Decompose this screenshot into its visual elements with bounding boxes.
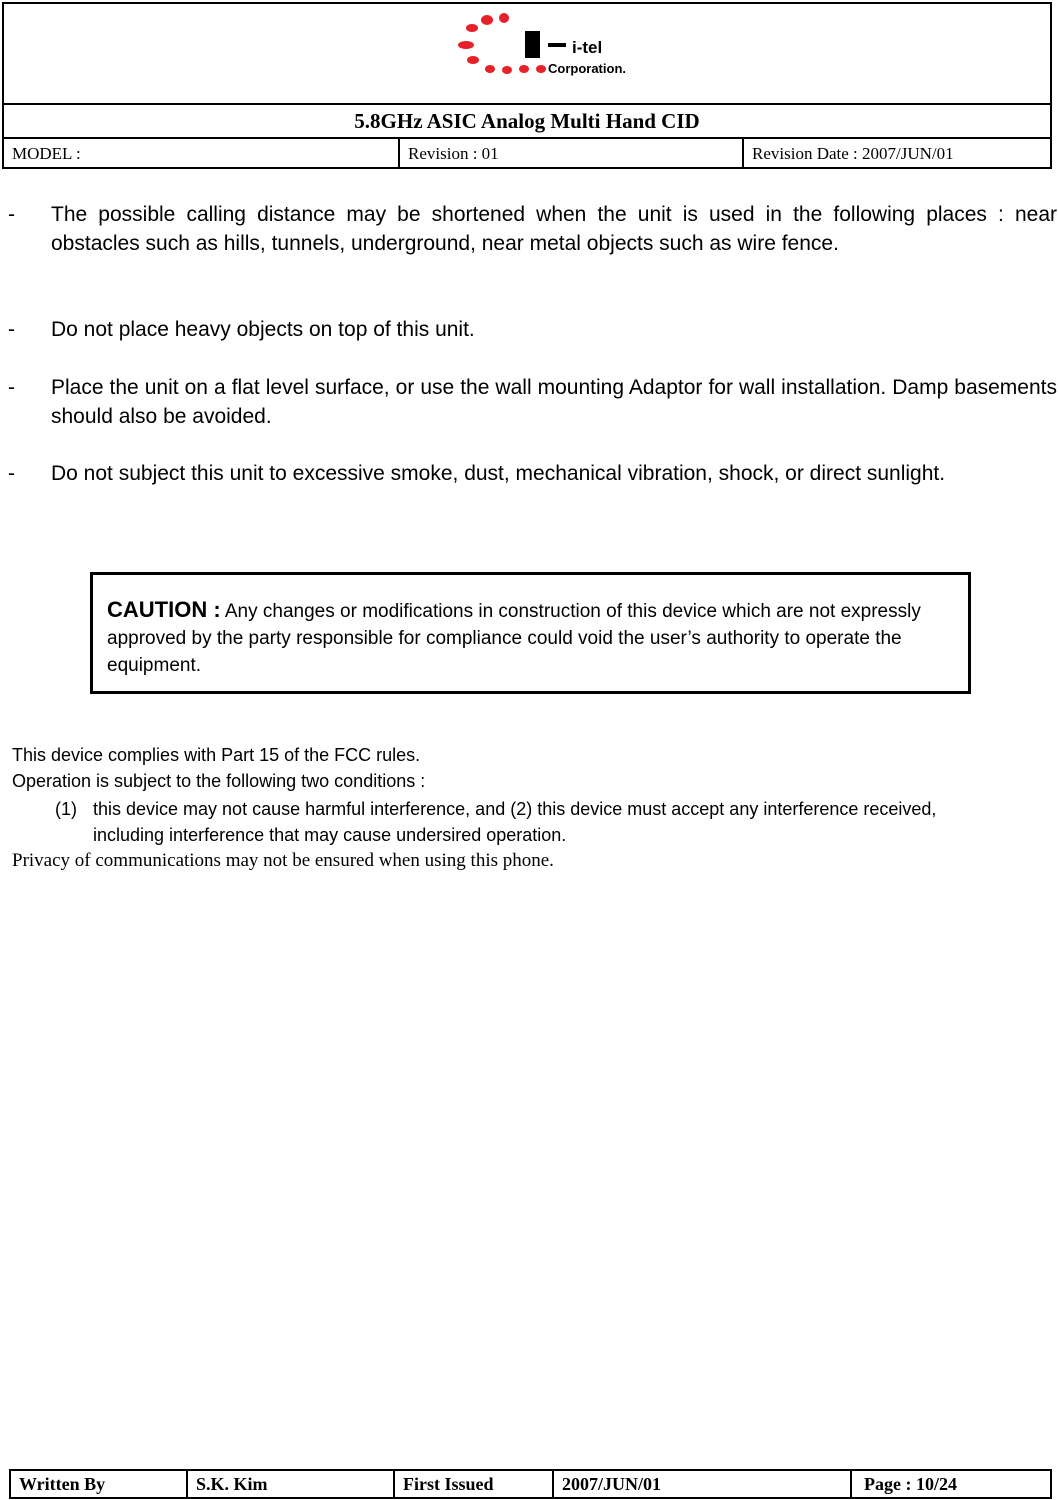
meta-row [4, 139, 1050, 169]
document-title: 5.8GHz ASIC Analog Multi Hand CID [4, 105, 1050, 139]
condition-number: (1) [55, 799, 77, 819]
first-issued-value: 2007/JUN/01 [552, 1471, 850, 1497]
caution-box [90, 572, 971, 694]
model-cell: MODEL : [12, 144, 81, 163]
bullet-dash: - [8, 203, 15, 226]
fcc-compliance-line: This device complies with Part 15 of the FCC rules. [12, 745, 421, 765]
revision-cell: Revision : 01 [398, 139, 742, 169]
list-item-text: Place the unit on a flat level surface, or use the wall mounting Adaptor for wall installation. Damp basements should also be avoided. [51, 376, 1057, 428]
list-item-text: Do not subject this unit to excessive smoke, dust, mechanical vibration, shock, or direct sunlight. [51, 462, 946, 485]
logo-subtext: Corporation. [548, 61, 626, 76]
bullet-dash: - [8, 462, 15, 485]
document-header [2, 2, 1052, 169]
fcc-conditions-line: Operation is subject to the following two conditions : [12, 771, 426, 791]
caution-label: CAUTION : [107, 597, 221, 622]
written-by-value: S.K. Kim [186, 1471, 393, 1497]
logo-cell [4, 4, 1050, 105]
document-footer [9, 1469, 1052, 1499]
list-item-text: Do not place heavy objects on top of this unit. [51, 318, 475, 341]
caution-text [107, 596, 967, 679]
privacy-notice: Privacy of communications may not be ensured when using this phone. [12, 850, 554, 871]
revision-date-cell: Revision Date : 2007/JUN/01 [742, 139, 1050, 169]
company-logo [456, 12, 646, 88]
logo-text: i-tel [572, 38, 603, 57]
bullet-dash: - [8, 318, 15, 341]
bullet-dash: - [8, 376, 15, 399]
list-item-text: The possible calling distance may be shortened when the unit is used in the following places : near obstacles such as hills, tunnels, underground, near metal objects such as wire fence. [51, 203, 1057, 255]
condition-text: this device may not cause harmful interference, and (2) this device must accept any interference received, including interference that may cause undersired operation. [93, 799, 937, 845]
first-issued-label: First Issued [393, 1471, 552, 1497]
caution-body: Any changes or modifications in construction of this device which are not expressly approved by the party responsible for compliance could void the user’s authority to operate the equipment. [107, 601, 921, 676]
page-number: Page : 10/24 [850, 1471, 1050, 1497]
written-by-label: Written By [19, 1474, 106, 1494]
